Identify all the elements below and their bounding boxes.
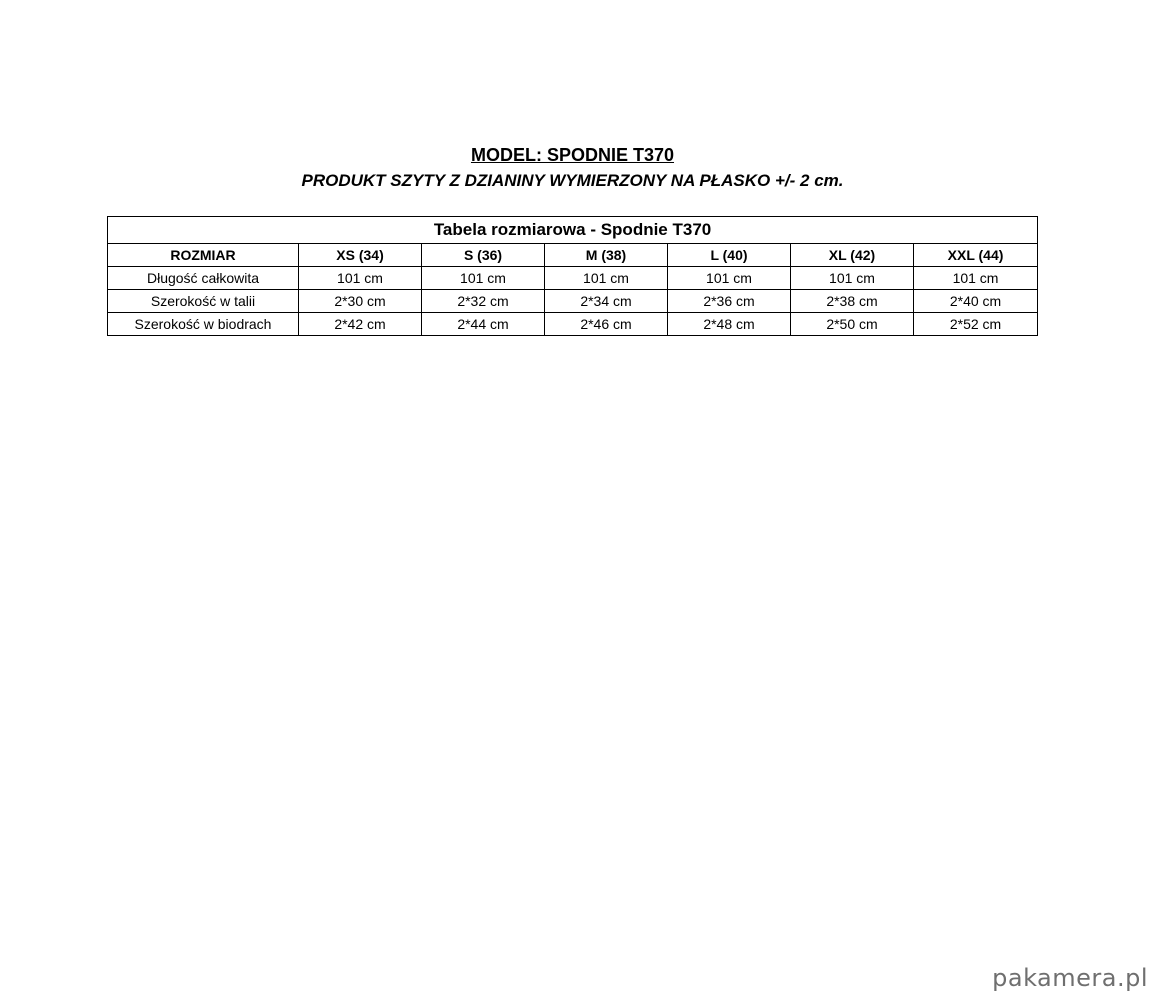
column-header-xl: XL (42) [791, 244, 914, 267]
table-caption: Tabela rozmiarowa - Spodnie T370 [108, 217, 1038, 244]
column-header-xxl: XXL (44) [914, 244, 1038, 267]
table-cell: 2*34 cm [545, 290, 668, 313]
row-label: Szerokość w biodrach [108, 313, 299, 336]
column-header-xs: XS (34) [299, 244, 422, 267]
table-cell: 101 cm [791, 267, 914, 290]
pakamera-watermark: pakamera.pl [992, 964, 1148, 992]
table-cell: 2*30 cm [299, 290, 422, 313]
table-cell: 2*48 cm [668, 313, 791, 336]
row-label: Szerokość w talii [108, 290, 299, 313]
column-header-size: ROZMIAR [108, 244, 299, 267]
table-row [108, 313, 1038, 336]
table-cell: 2*36 cm [668, 290, 791, 313]
table-cell: 101 cm [545, 267, 668, 290]
table-caption-row [108, 217, 1038, 244]
table-cell: 2*44 cm [422, 313, 545, 336]
column-header-l: L (40) [668, 244, 791, 267]
page-subtitle: PRODUKT SZYTY Z DZIANINY WYMIERZONY NA PŁASKO +/- 2 cm. [301, 171, 844, 190]
table-row [108, 267, 1038, 290]
table-cell: 2*52 cm [914, 313, 1038, 336]
table-cell: 101 cm [668, 267, 791, 290]
table-cell: 101 cm [299, 267, 422, 290]
table-cell: 2*50 cm [791, 313, 914, 336]
table-cell: 2*32 cm [422, 290, 545, 313]
row-label: Długość całkowita [108, 267, 299, 290]
table-cell: 101 cm [422, 267, 545, 290]
size-table [107, 216, 1038, 336]
column-header-m: M (38) [545, 244, 668, 267]
table-cell: 2*38 cm [791, 290, 914, 313]
column-header-s: S (36) [422, 244, 545, 267]
table-row [108, 290, 1038, 313]
table-cell: 2*40 cm [914, 290, 1038, 313]
table-cell: 101 cm [914, 267, 1038, 290]
table-cell: 2*46 cm [545, 313, 668, 336]
table-header-row [108, 244, 1038, 267]
page-title: MODEL: SPODNIE T370 [470, 145, 675, 165]
table-cell: 2*42 cm [299, 313, 422, 336]
